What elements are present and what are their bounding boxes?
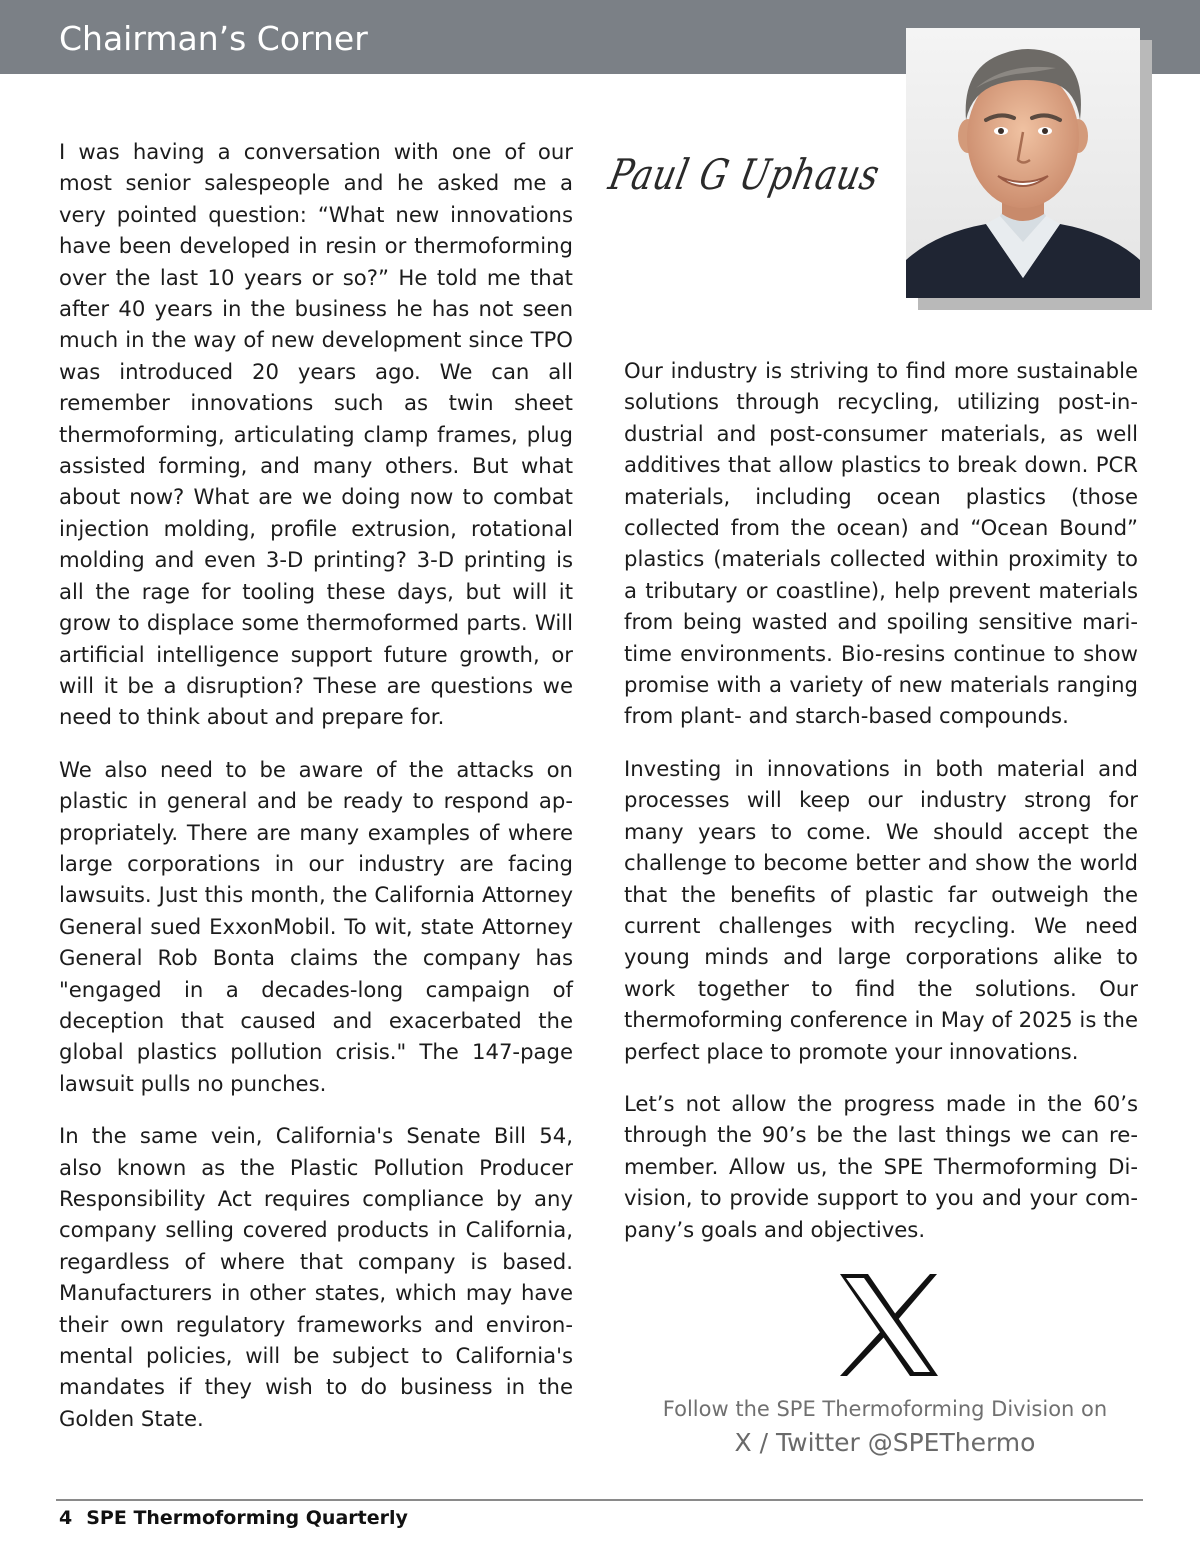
publication-name: SPE Thermoforming Quarterly xyxy=(86,1507,408,1529)
twitter-handle[interactable]: X / Twitter @SPEThermo xyxy=(734,1428,1036,1457)
paragraph: Investing in innovations in both material and processes will keep our industry strong for many years to come. We should accept the challenge to become better and show the world that the benefits of plastic far outweigh the current challenges with recycling. We need young minds and large corporations alike to work together to find the solutions. Our thermoforming conference in May of 2025 is the perfect place to promote your innovations. xyxy=(624,755,1138,1064)
signature-text: Paul G Uphaus xyxy=(604,150,885,199)
portrait-illustration xyxy=(906,28,1140,298)
footer xyxy=(59,1507,408,1529)
right-column xyxy=(624,355,1138,1266)
paragraph: In the same vein, California's Senate Bill 54, also known as the Plastic Pollution Producer Responsibility Act requires compliance by any company selling covered products in California, regardless of where that company is based. Manufacturers in other states, which may have their own regulatory frameworks and environmental policies, will be subject to California's mandates if they wish to do business in the Golden State. xyxy=(59,1123,573,1431)
portrait-photo xyxy=(906,28,1140,298)
follow-caption: Follow the SPE Thermoforming Division on xyxy=(662,1397,1108,1421)
signature xyxy=(604,150,890,230)
left-column xyxy=(59,136,573,1455)
x-logo-icon[interactable] xyxy=(838,1272,940,1378)
paragraph: I was having a conversation with one of our most senior salespeople and he asked me a very pointed question: “What new innovations have been developed in resin or thermoforming over the last 10 years or so?” He told me that after 40 years in the business he has not seen much in the way of new development since TPO was introduced 20 years ago. We can all remember innovations such as twin sheet thermoforming, articulating clamp frames, plug assisted forming, and many others. But what about now? What are we doing now to combat injection molding, profile extrusion, rotational molding and even 3-D printing? 3-D printing is all the rage for tooling these days, but will it grow to displace some thermoformed parts. Will artificial intelligence support future growth, or will it be a disruption? These are questions we need to think about and prepare for. xyxy=(59,139,573,730)
paragraph: Our industry is striving to find more sustainable solutions through recycling, utilizing post-industrial and post-consumer materials, as well additives that allow plastics to break down. PCR materials, including ocean plastics (those collected from the ocean) and “Ocean Bound” plastics (materials collected within proximity to a tributary or coastline), help prevent materials from being wasted and spoiling sensitive maritime environments. Bio-resins continue to show promise with a variety of new materials ranging from plant- and starch-based compounds. xyxy=(624,358,1138,729)
paragraph: Let’s not allow the progress made in the 60’s through the 90’s be the last things we can remember. Allow us, the SPE Thermoforming Division, to provide support to you and your company’s goals and objectives. xyxy=(624,1090,1138,1242)
paragraph: We also need to be aware of the attacks on plastic in general and be ready to respond appropriately. There are many examples of where large corporations in our industry are facing lawsuits. Just this month, the California Attorney General sued ExxonMobil. To wit, state Attorney General Rob Bonta claims the company has "engaged in a decades-long campaign of deception that caused and exacerbated the global plastics pollution crisis." The 147-page lawsuit pulls no punches. xyxy=(59,756,573,1096)
page-number: 4 xyxy=(59,1507,73,1529)
footer-divider xyxy=(56,1499,1143,1501)
page-title: Chairman’s Corner xyxy=(59,19,368,58)
